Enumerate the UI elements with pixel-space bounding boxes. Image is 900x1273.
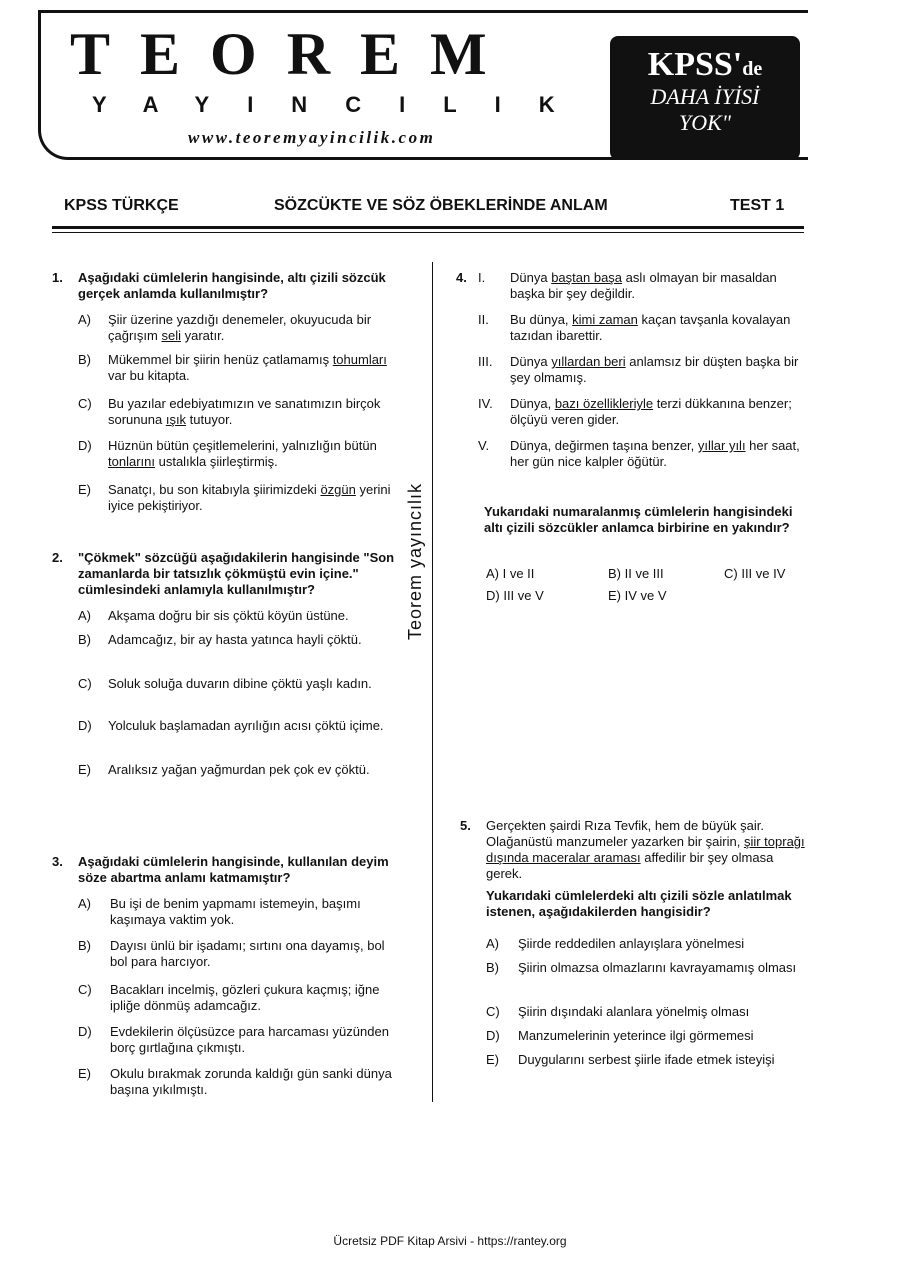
q2-option-letter: C) bbox=[78, 676, 92, 691]
q5-option-text: Şiirin olmazsa olmazlarını kavrayamamış olması bbox=[518, 960, 797, 975]
q3-option-letter: D) bbox=[78, 1024, 92, 1039]
publisher-subtitle: YAYINCILIK bbox=[92, 92, 593, 117]
q4-item-numeral: V. bbox=[478, 438, 490, 453]
option-text-before: Hüznün bütün çeşitlemelerini, yalnızlığın bütün bbox=[108, 438, 377, 453]
item-text-after: her saat, her gün nice kalpler öğütür. bbox=[510, 438, 800, 469]
item-underlined: yıllardan beri bbox=[551, 354, 626, 369]
q1-option-text bbox=[108, 312, 398, 344]
q2-option-text: Adamcağız, bir ay hasta yatınca hayli çöktü. bbox=[108, 632, 362, 647]
item-underlined: yıllar yılı bbox=[697, 438, 746, 453]
test-label: TEST 1 bbox=[730, 197, 785, 214]
q4-stem: Yukarıdaki numaralanmış cümlelerin hangisindeki altı çizili sözcükler anlamca birbirine en yakındır? bbox=[484, 504, 793, 535]
option-text-before: Şiir üzerine yazdığı denemeler, okuyucuda bir çağrışım bbox=[108, 312, 372, 343]
item-underlined: bazı özellikleriyle bbox=[554, 396, 654, 411]
option-text-after: yaratır. bbox=[180, 328, 225, 343]
q3-option-text: Bacakları incelmiş, gözleri çukura kaçmış; iğne ipliğe dönmüş adamcağız. bbox=[110, 982, 380, 1013]
q4-item-numeral: IV. bbox=[478, 396, 493, 411]
publisher-logo: TEOREM bbox=[70, 21, 517, 87]
option-text-before: Mükemmel bir şiirin henüz çatlamamış bbox=[108, 352, 333, 367]
q4-item-numeral: III. bbox=[478, 354, 493, 369]
q4-answer-choice: A) I ve II bbox=[486, 566, 535, 581]
q1-option-letter: D) bbox=[78, 438, 92, 453]
option-text-before: Bu yazılar edebiyatımızın ve sanatımızın birçok sorununa bbox=[108, 396, 381, 427]
column-divider bbox=[432, 262, 433, 1102]
item-underlined: kimi zaman bbox=[572, 312, 638, 327]
item-text-before: Dünya, bbox=[510, 396, 555, 411]
option-text-before: Sanatçı, bu son kitabıyla şiirimizdeki bbox=[108, 482, 321, 497]
badge-line-2: YOK" bbox=[678, 110, 732, 135]
q2-option-letter: D) bbox=[78, 718, 92, 733]
footer-text: Ücretsiz PDF Kitap Arsivi - https://rantey.org bbox=[333, 1234, 567, 1248]
q5-option-letter: A) bbox=[486, 936, 499, 951]
q4-item-numeral: II. bbox=[478, 312, 489, 327]
item-text-before: Dünya bbox=[510, 354, 552, 369]
q2-option-text: Yolculuk başlamadan ayrılığın acısı çöktü içime. bbox=[108, 718, 384, 733]
q2-option-text: Aralıksız yağan yağmurdan pek çok ev çöktü. bbox=[108, 762, 370, 777]
q3-option-letter: B) bbox=[78, 938, 91, 953]
q2-option-letter: B) bbox=[78, 632, 91, 647]
q1-number: 1. bbox=[52, 270, 63, 285]
header-rule-thin bbox=[52, 232, 804, 233]
q5-option-text: Şiirin dışındaki alanlara yönelmiş olması bbox=[518, 1004, 750, 1019]
q5-underlined: şiir toprağı dışında maceralar araması bbox=[486, 834, 805, 865]
header-rule bbox=[52, 226, 804, 229]
q4-answer-choice: D) III ve V bbox=[486, 588, 544, 603]
q5-option-letter: C) bbox=[486, 1004, 500, 1019]
topic-label: SÖZCÜKTE VE SÖZ ÖBEKLERİNDE ANLAM bbox=[274, 197, 608, 214]
q3-option-text: Dayısı ünlü bir işadamı; sırtını ona dayamış, bol bol para harcıyor. bbox=[110, 938, 385, 969]
item-underlined: baştan başa bbox=[551, 270, 623, 285]
q4-item-text bbox=[510, 396, 806, 428]
kpss-badge bbox=[610, 36, 800, 160]
q5-text-1: Gerçekten şairdi Rıza Tevfik, hem de büyük şair. Olağanüstü manzumeler yazarken bir şairin, bbox=[486, 818, 764, 849]
q5-option-text: Duygularını serbest şiirle ifade etmek isteyişi bbox=[518, 1052, 775, 1067]
q3-option-text: Bu işi de benim yapmamı istemeyin, başımı kaşımaya vaktim yok. bbox=[110, 896, 361, 927]
q4-item-text bbox=[510, 270, 806, 302]
q5-option-letter: D) bbox=[486, 1028, 500, 1043]
q3-option-text: Evdekilerin ölçüsüzce para harcaması yüzünden borç gırtlağına çıkmıştı. bbox=[110, 1024, 389, 1055]
q3-stem: Aşağıdaki cümlelerin hangisinde, kullanılan deyim söze abartma anlamı katmamıştır? bbox=[78, 854, 389, 885]
q3-option-letter: E) bbox=[78, 1066, 91, 1081]
q2-option-text: Akşama doğru bir sis çöktü köyün üstüne. bbox=[108, 608, 349, 623]
badge-line-1: DAHA İYİSİ bbox=[650, 84, 760, 109]
item-text-before: Dünya bbox=[510, 270, 552, 285]
q4-number: 4. bbox=[456, 270, 467, 285]
item-text-after: kaçan tavşanla kovalayan tazıdan ibarettir. bbox=[510, 312, 791, 343]
q2-number: 2. bbox=[52, 550, 63, 565]
q3-number: 3. bbox=[52, 854, 63, 869]
q5-option-letter: B) bbox=[486, 960, 499, 975]
item-text-before: Dünya, değirmen taşına benzer, bbox=[510, 438, 698, 453]
option-text-after: yerini iyice pekiştiriyor. bbox=[108, 482, 391, 513]
item-text-before: Bu dünya, bbox=[510, 312, 573, 327]
q5-number: 5. bbox=[460, 818, 471, 833]
item-text-after: terzi dükkanına benzer; ölçüyü veren gider. bbox=[510, 396, 792, 427]
q1-option-letter: C) bbox=[78, 396, 92, 411]
q4-answer-choice: E) IV ve V bbox=[608, 588, 667, 603]
q1-option-letter: E) bbox=[78, 482, 91, 497]
option-text-after: tutuyor. bbox=[186, 412, 233, 427]
q5-text-2: affedilir bir şey olmasa gerek. bbox=[486, 850, 774, 881]
side-watermark: Teorem yayıncılık bbox=[405, 482, 425, 640]
q4-item-text bbox=[510, 312, 806, 344]
option-underlined: ışık bbox=[165, 412, 187, 427]
q1-option-letter: A) bbox=[78, 312, 91, 327]
q5-stem: Yukarıdaki cümlelerdeki altı çizili sözle anlatılmak istenen, aşağıdakilerden hangisidir? bbox=[486, 888, 792, 919]
q4-item-text bbox=[510, 438, 806, 470]
q3-option-letter: A) bbox=[78, 896, 91, 911]
q2-stem: "Çökmek" sözcüğü aşağıdakilerin hangisinde "Son zamanlarda bir tatsızlık çökmüştü evin içine." cümlesindeki anlamıyla kullanılmıştır? bbox=[78, 550, 395, 597]
item-text-after: aslı olmayan bir masaldan başka bir şey değildir. bbox=[510, 270, 777, 301]
q4-answer-choice: C) III ve IV bbox=[724, 566, 786, 581]
q5-option-letter: E) bbox=[486, 1052, 499, 1067]
q3-option-letter: C) bbox=[78, 982, 92, 997]
q3-option-text: Okulu bırakmak zorunda kaldığı gün sanki dünya başına yıkılmıştı. bbox=[110, 1066, 392, 1097]
q1-option-text bbox=[108, 438, 398, 470]
website: www.teoremyayincilik.com bbox=[188, 128, 436, 147]
option-underlined: tohumları bbox=[332, 352, 387, 367]
q5-option-text: Manzumelerinin yeterince ilgi görmemesi bbox=[518, 1028, 754, 1043]
option-underlined: özgün bbox=[320, 482, 356, 497]
q1-option-text bbox=[108, 396, 398, 428]
q2-option-letter: A) bbox=[78, 608, 91, 623]
q1-option-letter: B) bbox=[78, 352, 91, 367]
q1-option-text bbox=[108, 352, 398, 384]
q2-option-letter: E) bbox=[78, 762, 91, 777]
badge-title: KPSS' bbox=[647, 46, 743, 83]
q5-option-text: Şiirde reddedilen anlayışlara yönelmesi bbox=[518, 936, 745, 951]
badge-title-suffix: de bbox=[742, 58, 763, 80]
q2-option-text: Soluk soluğa duvarın dibine çöktü yaşlı kadın. bbox=[108, 676, 372, 691]
option-underlined: tonlarını bbox=[108, 454, 155, 469]
option-text-after: ustalıkla şiirleştirmiş. bbox=[154, 454, 278, 469]
q5-passage bbox=[486, 818, 812, 882]
q1-stem: Aşağıdaki cümlelerin hangisinde, altı çizili sözcük gerçek anlamda kullanılmıştır? bbox=[78, 270, 386, 301]
q1-option-text bbox=[108, 482, 398, 514]
subject-label: KPSS TÜRKÇE bbox=[64, 197, 179, 214]
item-text-after: anlamsız bir düşten başka bir şey olmamış. bbox=[510, 354, 799, 385]
q4-item-numeral: I. bbox=[478, 270, 486, 285]
q4-answer-choice: B) II ve III bbox=[608, 566, 664, 581]
option-underlined: seli bbox=[161, 328, 181, 343]
q4-item-text bbox=[510, 354, 806, 386]
option-text-after: var bu kitapta. bbox=[108, 368, 190, 383]
